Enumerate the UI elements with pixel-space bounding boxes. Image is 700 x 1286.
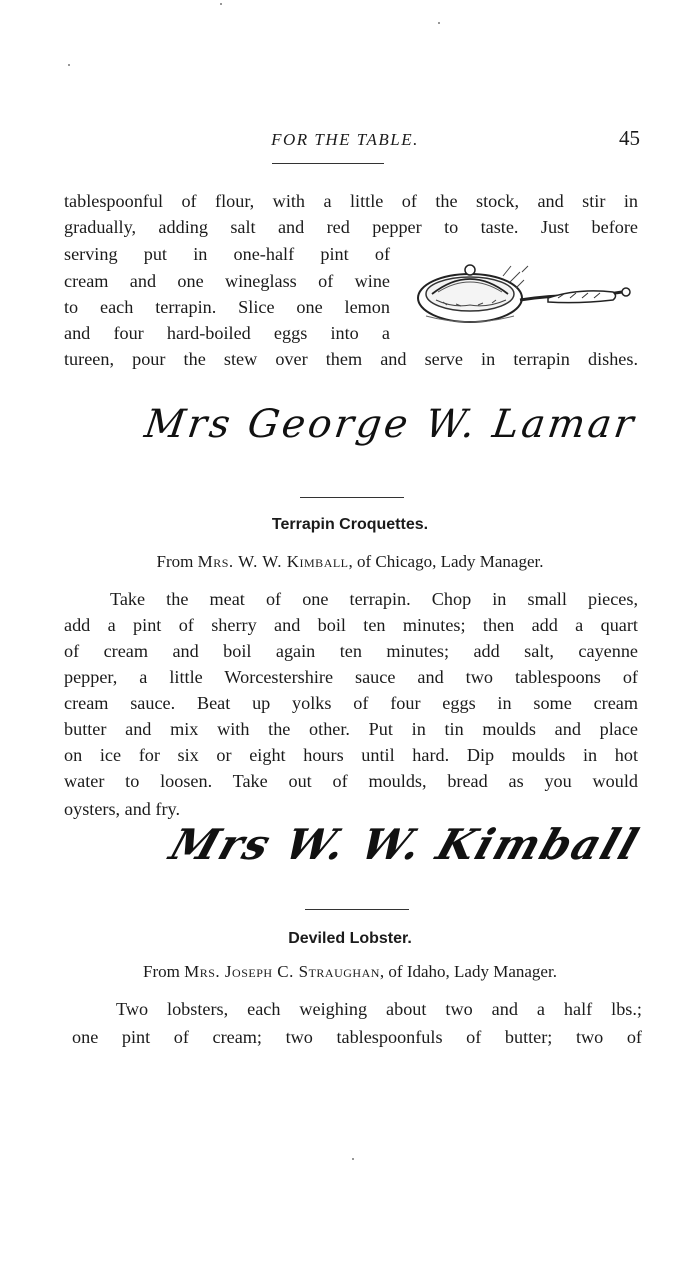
contributor-line (0, 552, 700, 572)
section-rule (300, 497, 404, 498)
contributor-name: Mrs. Joseph C. Straughan (184, 962, 380, 981)
signature-lamar: Mrs George W. Lamar (141, 402, 640, 447)
contributor-location: , of Chicago, Lady Manager. (348, 552, 544, 571)
running-head: FOR THE TABLE. (271, 130, 419, 149)
croquettes-line: oysters, and fry. (64, 799, 180, 819)
lobster-line: one pint of cream; two tablespoonfuls of butter; two of (72, 1027, 642, 1047)
croquettes-line: of cream and boil again ten minutes; add salt, cayenne (64, 641, 638, 661)
print-speck (68, 64, 70, 66)
print-speck (438, 22, 440, 24)
recipe-title: Deviled Lobster. (288, 930, 412, 947)
contributor-name: Mrs. W. W. Kimball (197, 552, 349, 571)
contributor-line (0, 962, 700, 982)
signature-kimball: Mrs W. W. Kimball (164, 820, 646, 869)
croquettes-line: pepper, a little Worcestershire sauce and two tablespoons of (64, 667, 638, 687)
recipe-title: Terrapin Croquettes. (271, 516, 429, 533)
croquettes-line: on ice for six or eight hours until hard. Dip moulds in hot (64, 745, 638, 765)
croquettes-line: cream sauce. Beat up yolks of four eggs in some cream (64, 693, 638, 713)
print-speck (352, 1158, 354, 1160)
stew-line: tablespoonful of flour, with a little of the stock, and stir in (64, 191, 638, 211)
stew-line: to each terrapin. Slice one lemon (64, 297, 390, 317)
section-rule (305, 909, 409, 910)
header-rule (272, 163, 384, 164)
stew-line: and four hard-boiled eggs into a (64, 323, 390, 343)
page-header (60, 126, 640, 154)
contributor-location: , of Idaho, Lady Manager. (379, 962, 557, 981)
from-prefix: From (156, 552, 194, 571)
stew-line: serving put in one-half pint of (64, 244, 390, 264)
croquettes-line: water to loosen. Take out of moulds, bread as you would (64, 771, 638, 791)
chafing-dish-icon (408, 258, 638, 338)
from-prefix: From (143, 962, 180, 981)
croquettes-line: Take the meat of one terrapin. Chop in small pieces, (110, 589, 638, 609)
page-number: 45 (619, 126, 640, 150)
lobster-line: Two lobsters, each weighing about two and a half lbs.; (116, 999, 642, 1019)
print-speck (220, 3, 222, 5)
stew-line: gradually, adding salt and red pepper to taste. Just before (64, 217, 638, 237)
stew-line: cream and one wineglass of wine (64, 271, 390, 291)
stew-line: tureen, pour the stew over them and serve in terrapin dishes. (64, 349, 638, 369)
croquettes-line: add a pint of sherry and boil ten minutes; then add a quart (64, 615, 638, 635)
croquettes-line: butter and mix with the other. Put in tin moulds and place (64, 719, 638, 739)
